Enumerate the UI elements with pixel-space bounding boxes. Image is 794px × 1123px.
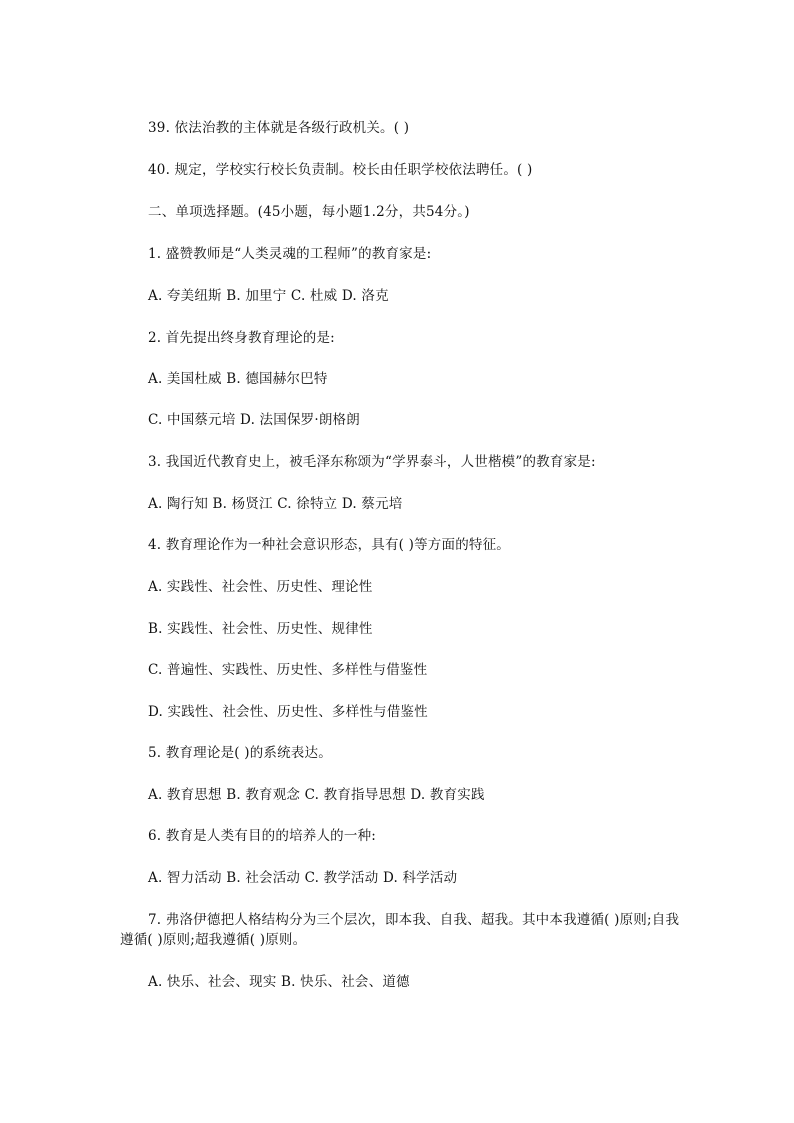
question-3: 3. 我国近代教育史上，被毛泽东称颂为“学界泰斗，人世楷模”的教育家是: <box>148 454 596 470</box>
question-5-options: A. 教育思想 B. 教育观念 C. 教育指导思想 D. 教育实践 <box>148 787 485 803</box>
question-40: 40. 规定，学校实行校长负责制。校长由任职学校依法聘任。( ) <box>148 162 533 178</box>
question-4-option-b: B. 实践性、社会性、历史性、规律性 <box>148 621 373 637</box>
question-4-option-c: C. 普遍性、实践性、历史性、多样性与借鉴性 <box>148 662 428 678</box>
question-2-options-cd: C. 中国蔡元培 D. 法国保罗·朗格朗 <box>148 412 360 428</box>
question-4-option-d: D. 实践性、社会性、历史性、多样性与借鉴性 <box>148 704 428 720</box>
question-3-options: A. 陶行知 B. 杨贤江 C. 徐特立 D. 蔡元培 <box>148 496 403 512</box>
question-4-option-a: A. 实践性、社会性、历史性、理论性 <box>148 579 373 595</box>
question-7: 7. 弗洛伊德把人格结构分为三个层次，即本我、自我、超我。其中本我遵循( )原则;自我遵循( )原则;超我遵循( )原则。 <box>120 912 680 948</box>
question-2-options-ab: A. 美国杜威 B. 德国赫尔巴特 <box>148 371 328 387</box>
question-1: 1. 盛赞教师是“人类灵魂的工程师”的教育家是: <box>148 246 432 262</box>
question-1-options: A. 夸美纽斯 B. 加里宁 C. 杜威 D. 洛克 <box>148 288 389 304</box>
question-39: 39. 依法治教的主体就是各级行政机关。( ) <box>148 120 410 136</box>
question-2: 2. 首先提出终身教育理论的是: <box>148 330 335 346</box>
question-5: 5. 教育理论是( )的系统表达。 <box>148 745 332 761</box>
question-6-options: A. 智力活动 B. 社会活动 C. 教学活动 D. 科学活动 <box>148 870 458 886</box>
section-heading: 二、单项选择题。(45小题，每小题1.2分，共54分。) <box>148 204 470 220</box>
question-7-options: A. 快乐、社会、现实 B. 快乐、社会、道德 <box>148 974 410 990</box>
question-6: 6. 教育是人类有目的的培养人的一种: <box>148 828 377 844</box>
question-4: 4. 教育理论作为一种社会意识形态，具有( )等方面的特征。 <box>148 537 510 553</box>
